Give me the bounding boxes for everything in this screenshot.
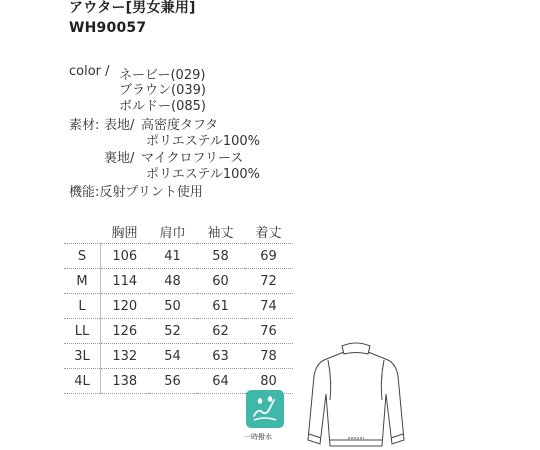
material-label: 素材:	[69, 118, 100, 133]
size-label: L	[64, 294, 101, 319]
table-cell: 72	[245, 269, 293, 294]
table-row	[64, 269, 293, 294]
water-repellent-icon	[246, 390, 284, 428]
header-sleeve: 袖丈	[197, 219, 245, 244]
table-cell: 114	[101, 269, 149, 294]
size-label: S	[64, 244, 101, 269]
table-row	[64, 294, 293, 319]
table-cell: 52	[149, 319, 197, 344]
header-chest: 胸囲	[101, 219, 149, 244]
table-cell: 78	[245, 344, 293, 369]
table-cell: 132	[101, 344, 149, 369]
size-table	[64, 219, 293, 394]
size-label: LL	[64, 319, 101, 344]
table-cell: 54	[149, 344, 197, 369]
table-cell: 80	[245, 369, 293, 394]
product-category: アウター[男女兼用]	[69, 0, 196, 16]
size-label: 4L	[64, 369, 101, 394]
table-cell: 41	[149, 244, 197, 269]
table-cell: 48	[149, 269, 197, 294]
table-row	[64, 244, 293, 269]
table-cell: 76	[245, 319, 293, 344]
table-row	[64, 319, 293, 344]
water-repellent-glyph	[246, 390, 284, 428]
table-cell: 63	[197, 344, 245, 369]
table-cell: 74	[245, 294, 293, 319]
lining-fabric-name: マイクロフリース	[141, 151, 244, 166]
table-cell: 126	[101, 319, 149, 344]
table-cell: 56	[149, 369, 197, 394]
table-cell: 106	[101, 244, 149, 269]
size-table-header-row	[64, 219, 293, 244]
color-label: color /	[69, 64, 110, 79]
care-caption: 一時撥水	[244, 433, 272, 441]
header-shoulder: 肩巾	[149, 219, 197, 244]
lining-label: 裏地/	[104, 151, 135, 166]
size-table-corner	[64, 219, 101, 244]
table-cell: 120	[101, 294, 149, 319]
outer-fabric-label: 表地/	[104, 118, 135, 133]
table-cell: 60	[197, 269, 245, 294]
jacket-back-illustration	[296, 340, 416, 450]
table-cell: 58	[197, 244, 245, 269]
lining-fabric-fiber: ポリエステル100%	[146, 167, 260, 182]
color-option-brown: ブラウン(039)	[119, 83, 206, 98]
size-label: M	[64, 269, 101, 294]
function-text: 機能:反射プリント使用	[69, 185, 203, 200]
table-cell: 64	[197, 369, 245, 394]
table-cell: 138	[101, 369, 149, 394]
color-option-bordeaux: ボルドー(085)	[119, 99, 206, 114]
table-cell: 61	[197, 294, 245, 319]
header-length: 着丈	[245, 219, 293, 244]
outer-fabric-fiber: ポリエステル100%	[146, 134, 260, 149]
product-model-number: WH90057	[69, 20, 147, 36]
size-label: 3L	[64, 344, 101, 369]
color-option-navy: ネービー(029)	[119, 68, 206, 83]
table-cell: 62	[197, 319, 245, 344]
table-row	[64, 344, 293, 369]
outer-fabric-name: 高密度タフタ	[141, 118, 219, 133]
table-cell: 50	[149, 294, 197, 319]
table-cell: 69	[245, 244, 293, 269]
